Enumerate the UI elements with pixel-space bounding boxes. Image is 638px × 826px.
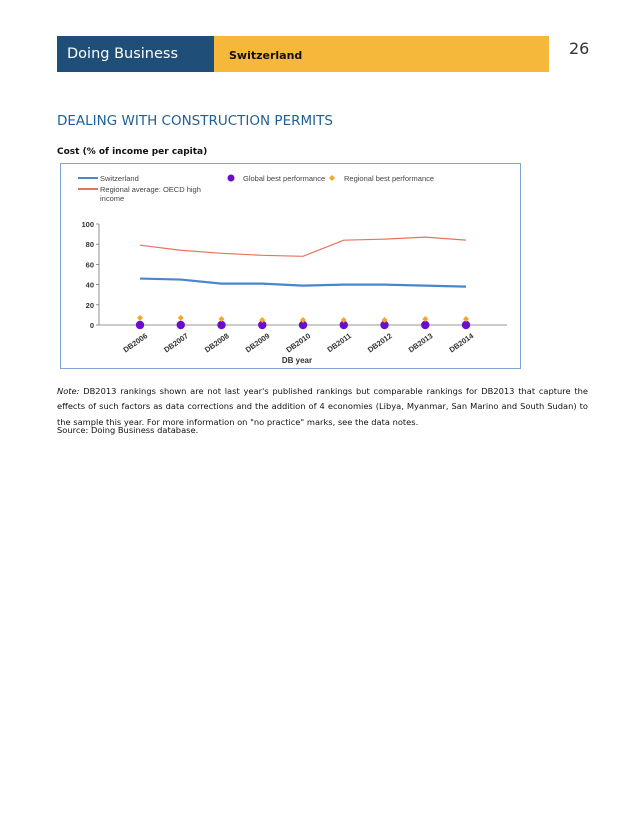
x-axis-title: DB year: [281, 356, 313, 365]
legend-label-3: Regional best performance: [344, 174, 435, 183]
regional-best-point: [219, 316, 225, 322]
y-tick-label: 40: [85, 280, 94, 290]
chart-title: Cost (% of income per capita): [57, 147, 208, 157]
legend-swatch-3: [329, 175, 335, 181]
country-name: Switzerland: [229, 49, 303, 62]
regional-best-point: [422, 316, 428, 322]
note-label: Note:: [57, 386, 80, 396]
source-suffix: database.: [157, 425, 199, 435]
x-tick-label: DB2010: [284, 331, 313, 355]
global-best-point: [177, 321, 185, 329]
x-tick-label: DB2006: [121, 331, 150, 355]
x-tick-label: DB2012: [365, 331, 394, 355]
legend-label-1: Regional average: OECD high income: [100, 185, 201, 203]
y-tick-label: 60: [85, 260, 94, 270]
chart-source: [57, 423, 198, 438]
x-tick-label: DB2007: [162, 331, 190, 355]
report-title-banner: [57, 36, 214, 98]
page-number: 26: [569, 39, 590, 58]
global-best-point: [462, 321, 470, 329]
section-title: DEALING WITH CONSTRUCTION PERMITS: [57, 113, 333, 129]
legend-label-0: Switzerland: [100, 174, 139, 183]
regional-best-point: [137, 315, 143, 321]
y-tick-label: 20: [85, 300, 94, 310]
series-line-0: [140, 279, 466, 287]
line-chart: [61, 164, 522, 370]
x-tick-label: DB2011: [325, 331, 353, 355]
series-line-1: [140, 237, 466, 256]
legend-swatch-2: [228, 175, 235, 182]
x-tick-label: DB2008: [202, 331, 231, 355]
regional-best-point: [463, 316, 469, 322]
chart-frame: [60, 163, 521, 369]
report-title: Doing Business 2014: [67, 46, 179, 98]
global-best-point: [217, 321, 225, 329]
note-text: DB2013 rankings shown are not last year's published rankings but comparable rankings for DB2013 that capture the effects of such factors as data corrections and the addition of 4 economies (Libya, Myanmar, San Marino and South Sudan) to the sample this year. For more information on "no practice" marks, see the data notes.: [57, 386, 588, 427]
x-tick-label: DB2013: [406, 331, 435, 355]
x-tick-label: DB2014: [447, 331, 476, 355]
x-tick-label: DB2009: [243, 331, 272, 355]
regional-best-point: [178, 315, 184, 321]
y-tick-label: 0: [89, 321, 94, 330]
y-tick-label: 100: [81, 220, 94, 229]
legend-label-2: Global best performance: [243, 174, 326, 183]
source-name: Doing Business: [90, 425, 155, 435]
global-best-point: [136, 321, 144, 329]
country-banner: [214, 36, 549, 72]
global-best-point: [421, 321, 429, 329]
y-tick-label: 80: [85, 240, 94, 250]
source-label: Source:: [57, 425, 89, 435]
